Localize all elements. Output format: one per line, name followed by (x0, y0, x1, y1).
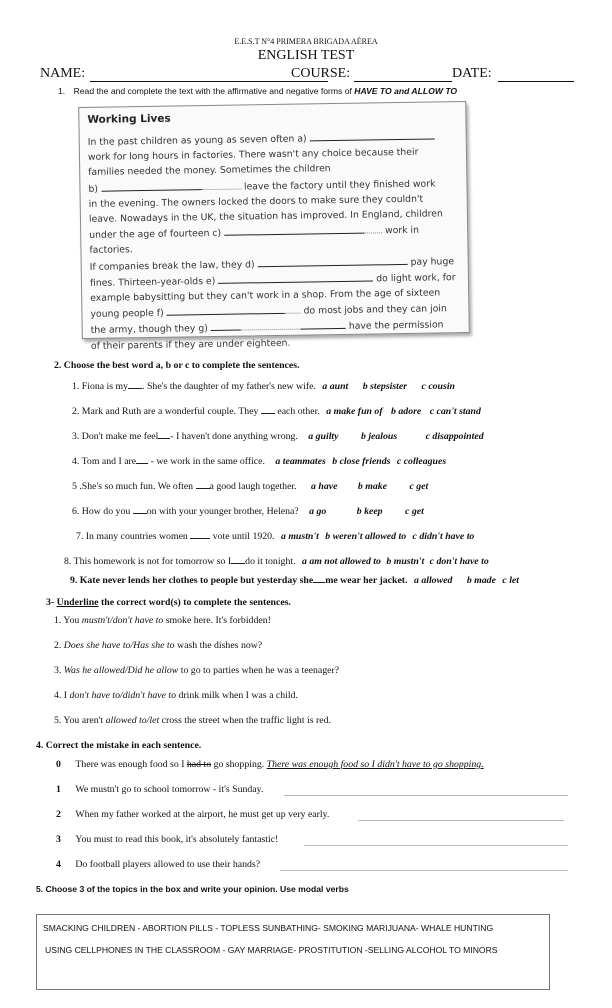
blank-d[interactable] (257, 254, 407, 267)
struck-word: had to (186, 759, 212, 770)
ex4-sentence-3 (56, 834, 278, 845)
text-line: families needed the money. Sometimes the children (88, 163, 331, 179)
test-title: ENGLISH TEST (257, 48, 355, 63)
answer-blank[interactable] (158, 428, 170, 439)
blank-f[interactable] (166, 303, 284, 316)
ex4-heading: 4. Correct the mistake in each sentence. (36, 740, 202, 751)
working-lives-text (88, 128, 466, 354)
sentence-text: 2. (54, 640, 64, 651)
option-b[interactable]: b mustn't (386, 556, 425, 567)
ex2-sentence-7 (76, 528, 474, 542)
text-line: In the past children as young as seven often a) (87, 133, 307, 148)
ex1-instruction (58, 86, 457, 96)
course-label: COURSE: (291, 66, 351, 81)
sentence-text: me wear her jacket. (325, 575, 408, 586)
ex4-sentence-0 (56, 759, 484, 770)
ex2-sentence-6 (72, 503, 424, 517)
ex3-underline-word: Underline (56, 597, 99, 608)
ex4-sentence-1 (56, 784, 263, 795)
answer-line-1[interactable] (284, 795, 568, 796)
ex2-sentence-2 (72, 403, 481, 417)
text-line: fines. Thirteen-year-olds e) (89, 275, 216, 289)
text-line: leave the factory until they finished work (243, 178, 436, 193)
sentence-text: 3. (54, 665, 64, 676)
sentence-text: to go to parties when he was a teenager? (178, 665, 340, 676)
choice-options[interactable]: don't have to/didn't have to (69, 690, 177, 701)
date-field[interactable] (498, 81, 574, 82)
date-label: DATE: (452, 66, 492, 81)
option-c[interactable]: c get (409, 481, 429, 492)
answer-line-2[interactable] (358, 820, 564, 821)
option-c[interactable]: c disappointed (425, 431, 484, 442)
ex2-sentence-1 (72, 378, 455, 392)
choice-options[interactable]: Does she have to/Has she to (63, 640, 175, 651)
blank-b[interactable] (101, 179, 201, 192)
ex2-sentence-4 (72, 453, 446, 467)
course-field[interactable] (354, 81, 452, 82)
example-answer: There was enough food so I didn't have to go shopping. (266, 759, 484, 770)
option-b[interactable]: b jealous (360, 431, 398, 442)
answer-blank[interactable] (313, 572, 325, 583)
option-c[interactable]: c don't have to (429, 556, 489, 567)
option-c[interactable]: c colleagues (396, 456, 447, 467)
answer-blank[interactable] (196, 478, 210, 489)
option-b[interactable]: b make (357, 481, 388, 492)
option-a[interactable]: a teammates (275, 456, 326, 467)
ex1-instruction-text: Read the and complete the text with the affirmative and negative forms of (73, 86, 355, 96)
ex3-number: 3- (46, 597, 55, 608)
sentence-text: 7. In many countries women (76, 531, 188, 542)
text-line: b) (88, 183, 99, 195)
sentence-text: smoke here. It's forbidden! (163, 615, 271, 626)
student-info-row (40, 66, 580, 84)
sentence-text: Do football players allowed to use their hands? (75, 859, 261, 870)
blank-c[interactable] (224, 223, 364, 236)
text-line: work in factories. (89, 224, 420, 257)
option-a[interactable]: a make fun of (326, 406, 383, 417)
ex2-sentence-9 (70, 572, 519, 586)
option-c[interactable]: c get (405, 506, 424, 517)
option-b[interactable]: b keep (356, 506, 383, 517)
option-a[interactable]: a allowed (413, 575, 453, 586)
option-a[interactable]: a aunt (322, 381, 349, 392)
sentence-number: 2 (56, 809, 61, 820)
text-line: do most jobs and they can join (303, 303, 447, 317)
sentence-text: drink milk when I was a child. (176, 690, 298, 701)
option-b[interactable]: b stepsister (362, 381, 408, 392)
ex5-heading: 5. Choose 3 of the topics in the box and write your opinion. Use modal verbs (36, 884, 349, 894)
sentence-number: 0 (56, 759, 61, 770)
text-line: young people f) (90, 307, 164, 321)
choice-options[interactable]: allowed to/let (105, 715, 160, 726)
ex2-heading: 2. Choose the best word a, b or c to complete the sentences. (54, 360, 300, 371)
sentence-text: 8. This homework is not for tomorrow so I (64, 556, 232, 567)
answer-blank[interactable] (190, 528, 210, 539)
ex1-instruction-emph: HAVE TO and ALLOW TO (354, 86, 458, 96)
ex3-heading (46, 597, 291, 608)
option-a[interactable]: a go (309, 506, 327, 517)
answer-blank[interactable] (133, 503, 147, 514)
topics-line-1: SMACKING CHILDREN - ABORTION PILLS - TOPLESS SUNBATHING- SMOKING MARIJUANA- WHALE HUNTING (43, 923, 494, 933)
working-lives-title: Working Lives (87, 112, 171, 126)
option-c[interactable]: c can't stand (429, 406, 481, 417)
choice-options[interactable]: Was he allowed/Did he allow (63, 665, 179, 676)
sentence-text: - I haven't done anything wrong. (170, 431, 298, 442)
answer-line-4[interactable] (280, 870, 568, 871)
answer-blank[interactable] (128, 378, 142, 389)
text-line: the army, though they g) (90, 323, 208, 337)
sentence-text: cross the street when the traffic light is red. (159, 715, 331, 726)
sentence-text: 5. You aren't (54, 715, 106, 726)
sentence-text: each other. (274, 406, 320, 417)
answer-blank[interactable] (261, 403, 275, 414)
topics-line-2: USING CELLPHONES IN THE CLASSROOM - GAY MARRIAGE- PROSTITUTION -SELLING ALCOHOL TO MINORS (45, 945, 498, 955)
ex3-sentence-4 (54, 690, 298, 701)
sentence-text: 6. How do you (72, 506, 131, 517)
text-line: have the permission (348, 319, 444, 333)
blank-e[interactable] (218, 270, 373, 283)
text-line: leave. Nowadays in the UK, the situation has improved. In England, children (88, 208, 443, 225)
answer-blank[interactable] (231, 553, 245, 564)
sentence-number: 1 (56, 784, 61, 795)
sentence-text: a good laugh together. (209, 481, 297, 492)
sentence-text: 1. Fiona is my (72, 381, 129, 392)
ex3-sentence-5 (54, 715, 331, 726)
working-lives-box (78, 101, 470, 352)
sentence-text: 5 .She's so much fun. We often (72, 481, 194, 492)
ex3-sentence-2 (54, 640, 262, 651)
text-line: example babysitting but they can't work in a shop. From the age of sixteen (90, 287, 441, 304)
blank-a[interactable] (309, 128, 434, 141)
text-line: do light work, for (376, 271, 456, 285)
sentence-text: You must to read this book, it's absolutely fantastic! (75, 834, 279, 845)
text-line: pay huge (410, 255, 455, 268)
text-line: in the evening. The owners locked the doors to make sure they couldn't (88, 193, 424, 210)
ex2-sentence-5 (72, 478, 428, 492)
sentence-text: There was enough food so I (75, 759, 187, 770)
ex3-heading-text: the correct word(s) to complete the sentences. (98, 597, 291, 608)
topics-box (36, 914, 550, 990)
text-line: under the age of fourteen c) (89, 228, 222, 242)
option-a[interactable]: a am not allowed to (301, 556, 381, 567)
sentence-text: We mustn't go to school tomorrow - it's Sunday. (75, 784, 264, 795)
sentence-text: . She's the daughter of my father's new wife. (142, 381, 316, 392)
answer-blank[interactable] (136, 453, 148, 464)
answer-line-3[interactable] (304, 845, 568, 846)
sentence-text: go shopping. (211, 759, 267, 770)
option-c[interactable]: c let (502, 575, 519, 586)
sentence-text: do it tonight. (245, 556, 296, 567)
option-b[interactable]: b made (466, 575, 496, 586)
option-b[interactable]: b weren't allowed to (325, 531, 407, 542)
sentence-text: 4. Tom and I are (72, 456, 137, 467)
ex1-number: 1. (58, 86, 66, 96)
text-line: work for long hours in factories. There wasn't any choice because their (87, 146, 419, 164)
option-a[interactable]: a mustn't (280, 531, 319, 542)
sentence-text: vote until 1920. (210, 531, 275, 542)
option-b[interactable]: b adore (391, 406, 422, 417)
blank-g[interactable] (211, 320, 241, 331)
text-line: of their parents if they are under eighteen. (90, 337, 291, 352)
sentence-text: on with your younger brother, Helena? (146, 506, 299, 517)
school-name: E.E.S.T N°4 PRIMERA BRIGADA AÉREA (234, 37, 378, 46)
ex2-sentence-3 (72, 428, 484, 442)
ex2-sentence-8 (64, 553, 489, 567)
ex4-sentence-2 (56, 809, 329, 820)
sentence-text: 3. Don't make me feel (72, 431, 159, 442)
option-c[interactable]: c didn't have to (412, 531, 475, 542)
sentence-text: 1. You (54, 615, 82, 626)
sentence-number: 4 (56, 859, 61, 870)
text-line: If companies break the law, they d) (89, 258, 255, 273)
option-a[interactable]: a have (311, 481, 338, 492)
option-c[interactable]: c cousin (421, 381, 455, 392)
ex3-sentence-3 (54, 665, 339, 676)
sentence-text: 9. Kate never lends her clothes to people but yesterday she (70, 575, 314, 586)
sentence-text: When my father worked at the airport, he must get up very early. (75, 809, 330, 820)
sentence-text: wash the dishes now? (174, 640, 263, 651)
sentence-number: 3 (56, 834, 61, 845)
option-b[interactable]: b close friends (332, 456, 391, 467)
sentence-text: 4. I (54, 690, 70, 701)
choice-options[interactable]: mustn't/don't have to (81, 615, 164, 626)
ex4-sentence-4 (56, 859, 260, 870)
ex3-sentence-1 (54, 615, 271, 626)
sentence-text: - we work in the same office. (148, 456, 265, 467)
sentence-text: 2. Mark and Ruth are a wonderful couple. They (72, 406, 259, 417)
name-label: NAME: (40, 66, 86, 81)
option-a[interactable]: a guilty (308, 431, 339, 442)
